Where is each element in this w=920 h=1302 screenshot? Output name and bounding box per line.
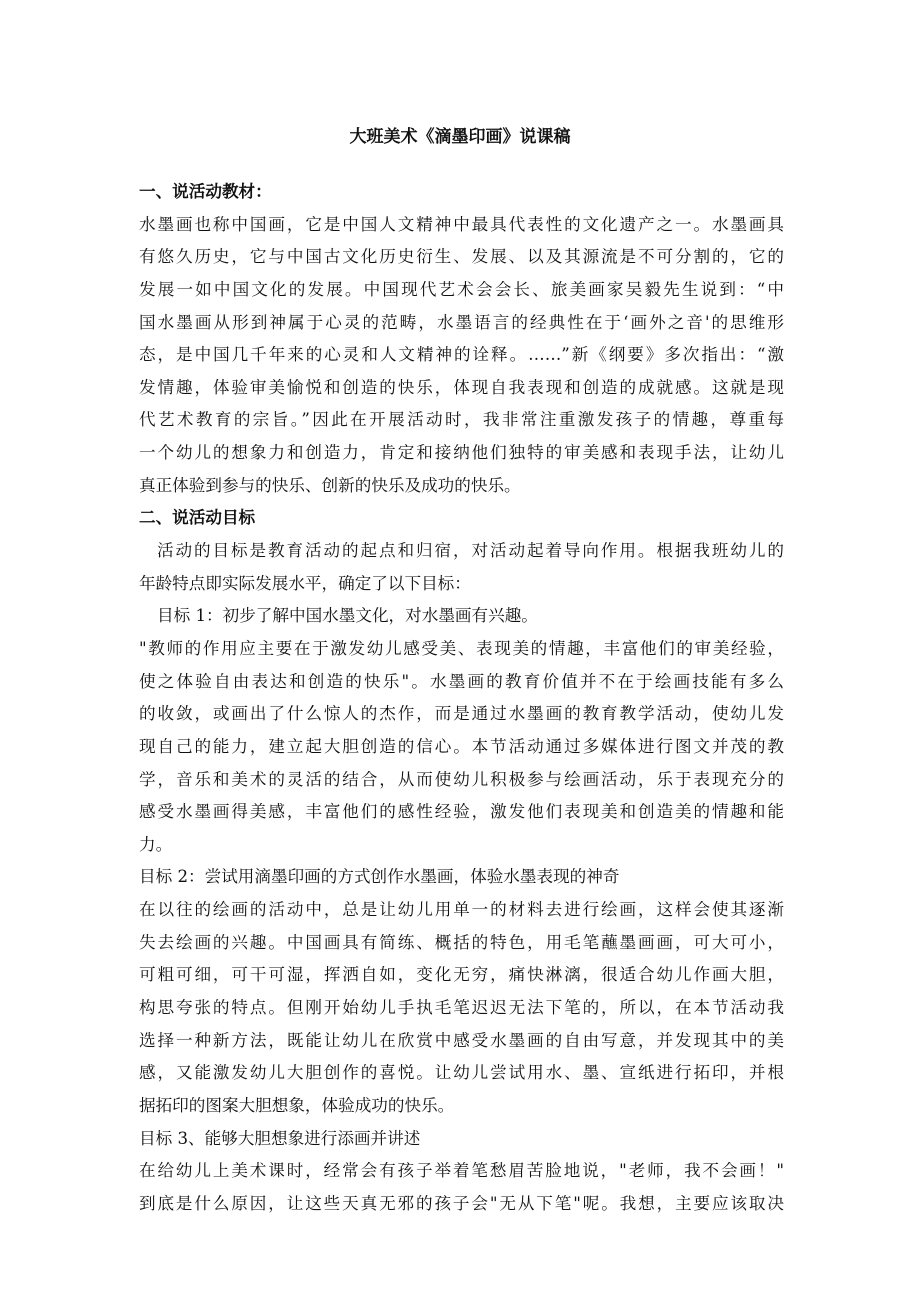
paragraph-line: 年龄特点即实际发展水平，确定了以下目标： bbox=[139, 573, 471, 593]
paragraph-line: 现自己的能力，建立起大胆创造的信心。本节活动通过多媒体进行图文并茂的教 bbox=[139, 736, 784, 756]
paragraph-line: 有悠久历史，它与中国古文化历史衍生、发展、以及其源流是不可分割的，它的 bbox=[139, 247, 784, 267]
paragraph-line: 国水墨画从形到神属于心灵的范畴，水墨语言的经典性在于‘画外之音'的思维形 bbox=[139, 312, 784, 332]
paragraph-line: 在以往的绘画的活动中，总是让幼儿用单一的材料去进行绘画，这样会使其逐渐 bbox=[139, 900, 784, 920]
paragraph-line: 真正体验到参与的快乐、创新的快乐及成功的快乐。 bbox=[139, 475, 521, 495]
paragraph-line: "教师的作用应主要在于激发幼儿感受美、表现美的情趣，丰富他们的审美经验， bbox=[139, 638, 784, 658]
document-body bbox=[139, 176, 784, 1221]
paragraph-line: 感受水墨画得美感，丰富他们的感性经验，激发他们表现美和创造美的情趣和能 bbox=[139, 802, 784, 822]
paragraph-line: 一个幼儿的想象力和创造力，肯定和接纳他们独特的审美感和表现手法，让幼儿 bbox=[139, 443, 784, 463]
paragraph-line: 的收敛，或画出了什么惊人的杰作，而是通过水墨画的教育教学活动，使幼儿发 bbox=[139, 704, 784, 724]
paragraph-line: 到底是什么原因，让这些天真无邪的孩子会"无从下笔"呢。我想，主要应该取决 bbox=[139, 1193, 784, 1213]
section-heading: 二、说活动目标 bbox=[139, 508, 256, 528]
paragraph-line: 目标 2：尝试用滴墨印画的方式创作水墨画，体验水墨表现的神奇 bbox=[139, 867, 620, 887]
paragraph-line: 代艺术教育的宗旨。”因此在开展活动时，我非常注重激发孩子的情趣，尊重每 bbox=[139, 410, 784, 430]
paragraph-line: 可粗可细，可干可湿，挥洒自如，变化无穷，痛快淋漓，很适合幼儿作画大胆， bbox=[139, 965, 784, 985]
paragraph-line: 感，又能激发幼儿大胆创作的喜悦。让幼儿尝试用水、墨、宣纸进行拓印，并根 bbox=[139, 1063, 784, 1083]
paragraph-line: 目标 1：初步了解中国水墨文化，对水墨画有兴趣。 bbox=[157, 606, 538, 626]
paragraph-line: 态，是中国几千年来的心灵和人文精神的诠释。……”新《纲要》多次指出：“激 bbox=[139, 345, 784, 365]
paragraph-line: 失去绘画的兴趣。中国画具有简练、概括的特色，用毛笔蘸墨画画，可大可小， bbox=[139, 932, 784, 952]
paragraph-line: 据拓印的图案大胆想象，体验成功的快乐。 bbox=[139, 1095, 455, 1115]
paragraph-line: 活动的目标是教育活动的起点和归宿，对活动起着导向作用。根据我班幼儿的 bbox=[157, 541, 784, 561]
paragraph-line: 在给幼儿上美术课时，经常会有孩子举着笔愁眉苦脸地说，"老师，我不会画！" bbox=[139, 1161, 784, 1181]
paragraph-line: 力。 bbox=[139, 834, 173, 854]
section-heading: 一、说活动教材： bbox=[139, 182, 272, 201]
paragraph-line: 构思夸张的特点。但刚开始幼儿手执毛笔迟迟无法下笔的，所以，在本节活动我 bbox=[139, 998, 784, 1018]
paragraph-line: 目标 3、能够大胆想象进行添画并讲述 bbox=[139, 1128, 421, 1148]
paragraph-line: 选择一种新方法，既能让幼儿在欣赏中感受水墨画的自由写意，并发现其中的美 bbox=[139, 1030, 784, 1050]
paragraph-line: 水墨画也称中国画，它是中国人文精神中最具代表性的文化遗产之一。水墨画具 bbox=[139, 214, 784, 234]
paragraph-line: 使之体验自由表达和创造的快乐"。水墨画的教育价值并不在于绘画技能有多么 bbox=[139, 671, 784, 691]
paragraph-line: 发情趣，体验审美愉悦和创造的快乐，体现自我表现和创造的成就感。这就是现 bbox=[139, 377, 784, 397]
paragraph-line: 学，音乐和美术的灵活的结合，从而使幼儿积极参与绘画活动，乐于表现充分的 bbox=[139, 769, 784, 789]
paragraph-line: 发展一如中国文化的发展。中国现代艺术会会长、旅美画家吴毅先生说到：“中 bbox=[139, 279, 784, 299]
document-title: 大班美术《滴墨印画》说课稿 bbox=[349, 127, 571, 147]
